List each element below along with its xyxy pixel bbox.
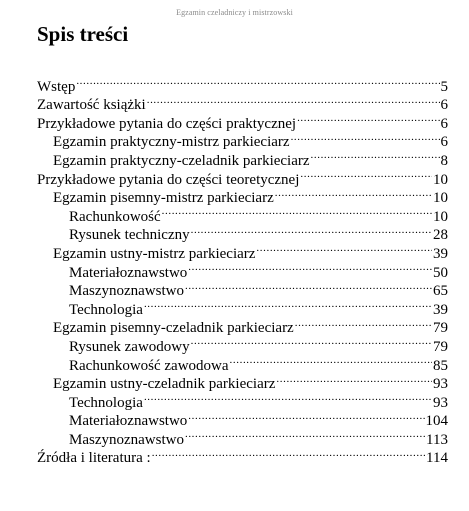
toc-dot-leader bbox=[144, 388, 432, 407]
toc-page-number: 93 bbox=[433, 376, 448, 393]
toc-page-number: 6 bbox=[440, 97, 448, 114]
toc-dot-leader bbox=[295, 314, 432, 333]
toc-page-number: 8 bbox=[440, 152, 448, 169]
toc-dot-leader bbox=[275, 184, 432, 203]
toc-page-number: 93 bbox=[433, 394, 448, 411]
toc-entry-label: Egzamin praktyczny-czeladnik parkieciarz bbox=[53, 152, 310, 169]
toc-dot-leader bbox=[191, 332, 432, 351]
toc-dot-leader bbox=[152, 444, 425, 463]
toc-entry-label: Przykładowe pytania do części teoretycznej bbox=[37, 171, 300, 188]
toc-entry-label: Wstęp bbox=[37, 78, 76, 95]
toc-entry-label: Materiałoznawstwo bbox=[69, 264, 188, 281]
running-header: Egzamin czeladniczy i mistrzowski bbox=[176, 8, 293, 17]
toc-page-number: 114 bbox=[426, 450, 448, 467]
toc-dot-leader bbox=[300, 165, 432, 184]
toc-page-number: 10 bbox=[433, 190, 448, 207]
toc-dot-leader bbox=[291, 128, 440, 147]
toc-dot-leader bbox=[185, 277, 432, 296]
toc-dot-leader bbox=[185, 425, 425, 444]
toc-page-number: 65 bbox=[433, 283, 448, 300]
toc-dot-leader bbox=[311, 146, 440, 165]
toc-entry-label: Przykładowe pytania do części praktycznej bbox=[37, 115, 297, 132]
toc-page-number: 10 bbox=[433, 208, 448, 225]
toc-dot-leader bbox=[297, 109, 439, 128]
toc-page-number: 39 bbox=[433, 245, 448, 262]
toc-entry-label: Technologia bbox=[69, 301, 143, 318]
toc-page-number: 10 bbox=[433, 171, 448, 188]
toc-entry-label: Maszynoznawstwo bbox=[69, 431, 184, 448]
toc-entry-label: Rysunek techniczny bbox=[69, 227, 190, 244]
toc-page-number: 39 bbox=[433, 301, 448, 318]
toc-entry[interactable] bbox=[37, 72, 448, 95]
toc-page-number: 28 bbox=[433, 227, 448, 244]
toc-dot-leader bbox=[188, 258, 432, 277]
toc-entry-label: Egzamin praktyczny-mistrz parkieciarz bbox=[53, 134, 290, 151]
toc-page-number: 85 bbox=[433, 357, 448, 374]
toc-dot-leader bbox=[276, 370, 432, 389]
toc-page-number: 104 bbox=[425, 413, 448, 430]
page-title: Spis treści bbox=[37, 22, 129, 46]
toc-entry-label: Maszynoznawstwo bbox=[69, 283, 184, 300]
toc-dot-leader bbox=[188, 407, 424, 426]
toc-entry-label: Rachunkowość bbox=[69, 208, 161, 225]
toc-page-number: 5 bbox=[440, 78, 448, 95]
toc-page-number: 50 bbox=[433, 264, 448, 281]
toc-dot-leader bbox=[76, 72, 439, 91]
toc-dot-leader bbox=[256, 239, 432, 258]
toc-entry-label: Źródła i literatura : bbox=[37, 450, 151, 467]
toc-dot-leader bbox=[147, 91, 440, 110]
toc-entry-label: Egzamin ustny-czeladnik parkieciarz bbox=[53, 376, 276, 393]
toc-dot-leader bbox=[191, 221, 432, 240]
toc-entry-label: Rachunkowość zawodowa bbox=[69, 357, 229, 374]
toc-entry[interactable] bbox=[37, 91, 448, 114]
toc-entry-label: Technologia bbox=[69, 394, 143, 411]
toc-page-number: 6 bbox=[440, 115, 448, 132]
toc-dot-leader bbox=[230, 351, 432, 370]
toc-dot-leader bbox=[144, 295, 432, 314]
toc-entry-label: Materiałoznawstwo bbox=[69, 413, 188, 430]
toc-page-number: 79 bbox=[433, 320, 448, 337]
toc-entry-label: Egzamin ustny-mistrz parkieciarz bbox=[53, 245, 256, 262]
toc-entry-label: Zawartość książki bbox=[37, 97, 146, 114]
toc-page-number: 79 bbox=[433, 338, 448, 355]
toc-dot-leader bbox=[162, 202, 432, 221]
toc-page-number: 113 bbox=[426, 431, 448, 448]
toc-entry-label: Egzamin pisemny-mistrz parkieciarz bbox=[53, 190, 274, 207]
table-of-contents bbox=[37, 72, 448, 467]
toc-page-number: 6 bbox=[440, 134, 448, 151]
toc-entry-label: Egzamin pisemny-czeladnik parkieciarz bbox=[53, 320, 294, 337]
toc-entry-label: Rysunek zawodowy bbox=[69, 338, 190, 355]
